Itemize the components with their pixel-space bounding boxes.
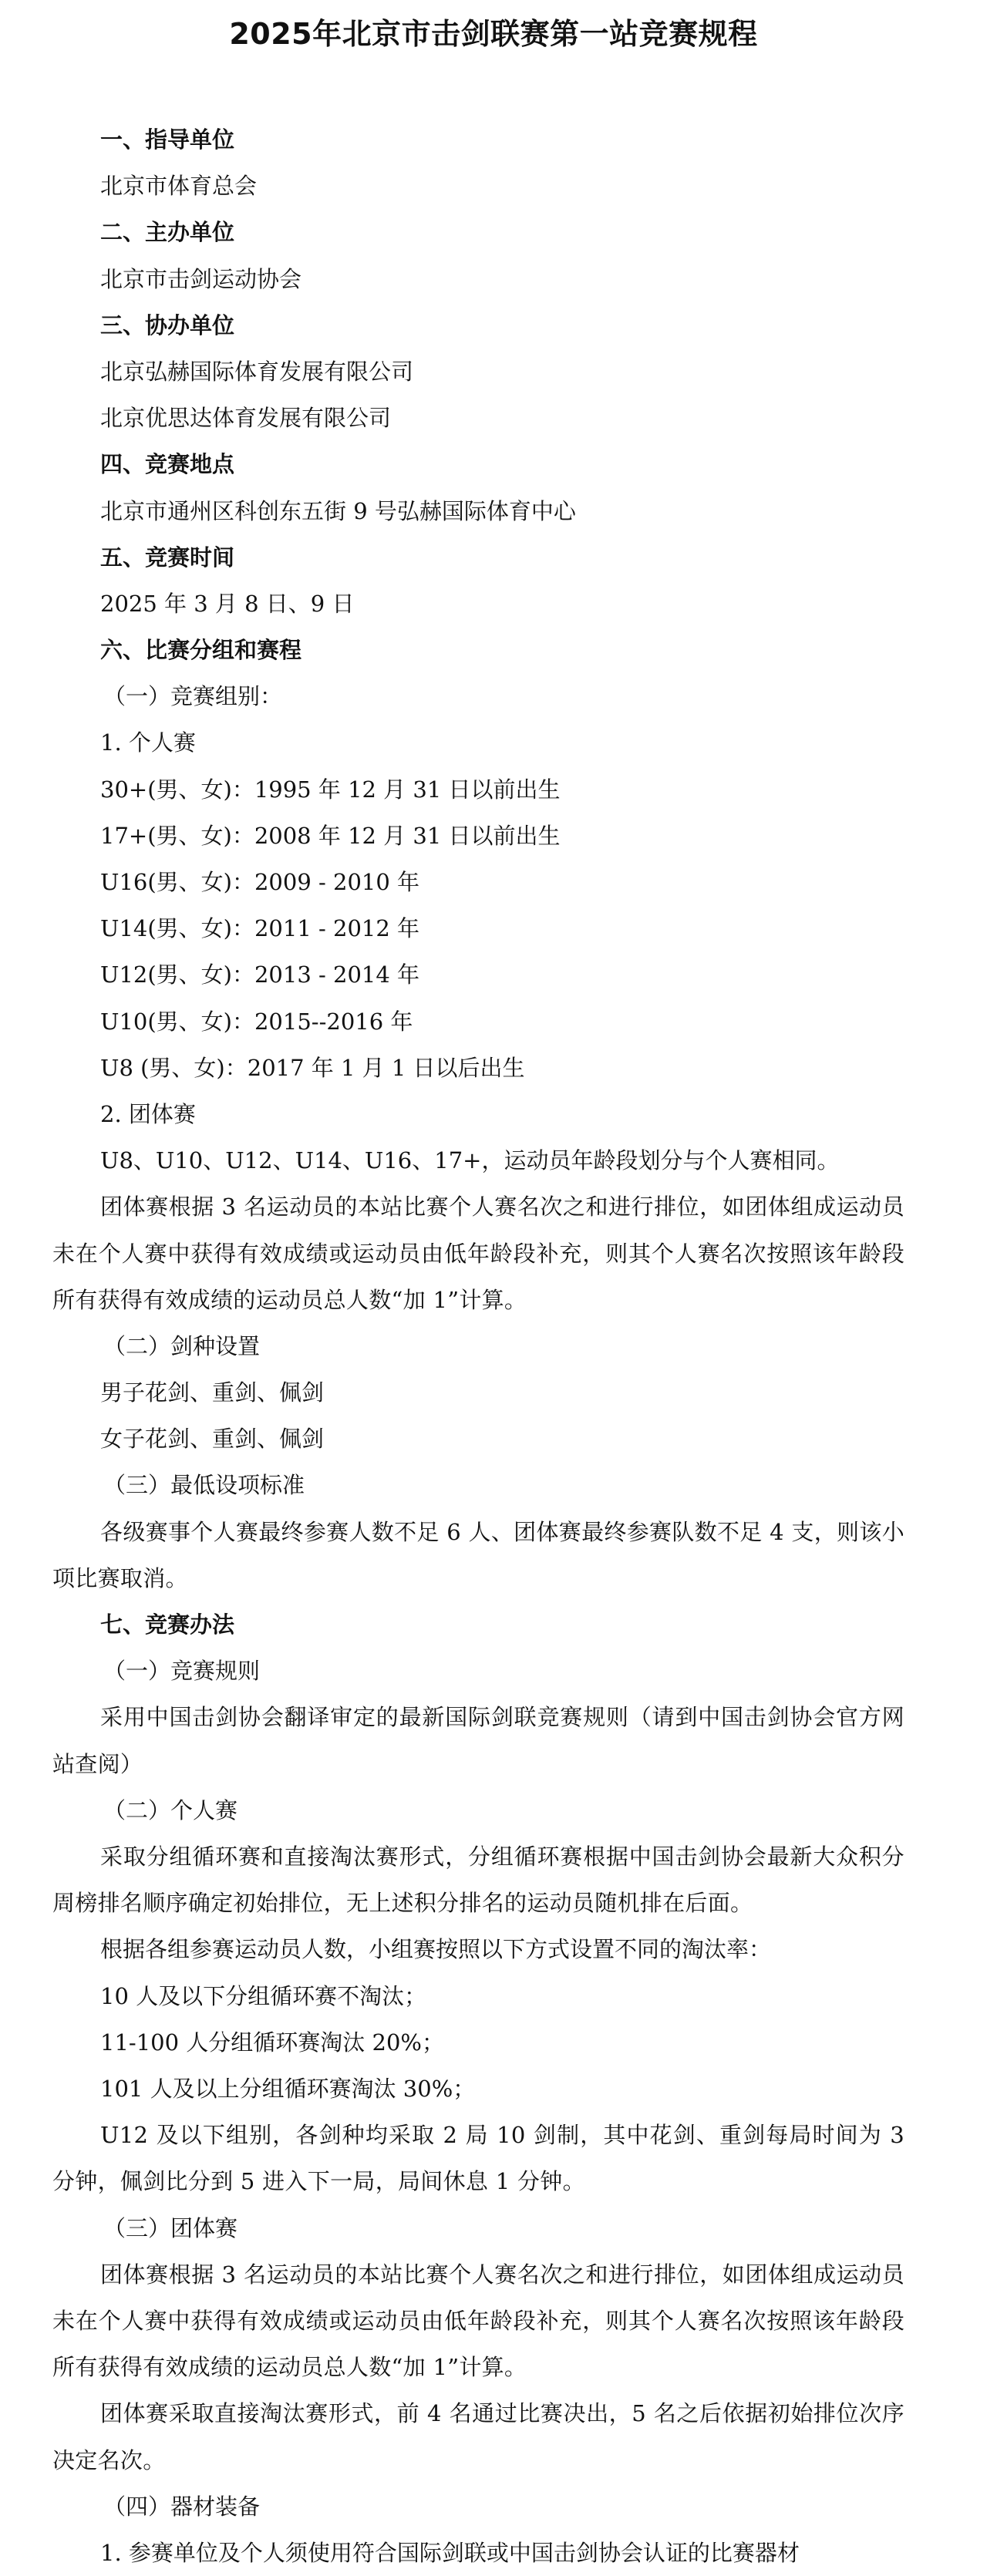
age-group-item: 17+(男、女)：2008 年 12 月 31 日以前出生 <box>100 822 561 849</box>
elimination-rate-item: 10 人及以下分组循环赛不淘汰； <box>100 1982 427 2009</box>
weapons-men: 男子花剑、重剑、佩剑 <box>100 1379 325 1406</box>
minimum-standard-paragraph: 各级赛事个人赛最终参赛人数不足 6 人、团体赛最终参赛队数不足 4 支，则该小项比赛取消。 <box>52 1518 904 1591</box>
age-group-item: U8 (男、女)：2017 年 1 月 1 日以后出生 <box>100 1054 525 1081</box>
subheading-minimum-standard: （三）最低设项标准 <box>103 1472 305 1499</box>
section-heading-host: 二、主办单位 <box>100 219 235 246</box>
co-host-unit-1: 北京弘赫国际体育发展有限公司 <box>100 358 414 385</box>
subheading-rules: （一）竞赛规则 <box>103 1658 261 1685</box>
age-group-item: U14(男、女)：2011 - 2012 年 <box>100 915 420 942</box>
age-group-item: U16(男、女)：2009 - 2010 年 <box>100 869 420 895</box>
venue-address: 北京市通州区科创东五街 9 号弘赫国际体育中心 <box>100 497 576 524</box>
individual-format-paragraph: 采取分组循环赛和直接淘汰赛形式，分组循环赛根据中国击剑协会最新大众积分周榜排名顺序确定初始排位，无上述积分排名的运动员随机排在后面。 <box>52 1844 904 1917</box>
team-format-paragraph: 团体赛采取直接淘汰赛形式，前 4 名通过比赛决出，5 名之后依据初始排位次序决定名次。 <box>52 2400 904 2473</box>
subheading-weapons: （二）剑种设置 <box>103 1332 261 1359</box>
subheading-equipment: （四）器材装备 <box>103 2493 261 2520</box>
team-event-label: 2. 团体赛 <box>100 1100 196 1127</box>
individual-event-label: 1. 个人赛 <box>100 729 196 756</box>
subheading-categories: （一）竞赛组别： <box>103 683 283 710</box>
rules-paragraph: 采用中国击剑协会翻译审定的最新国际剑联竞赛规则（请到中国击剑协会官方网站查阅） <box>52 1704 904 1777</box>
team-age-groups: U8、U10、U12、U14、U16、17+，运动员年龄段划分与个人赛相同。 <box>100 1147 840 1174</box>
section-heading-co-host: 三、协办单位 <box>100 311 235 338</box>
elimination-rate-item: 101 人及以上分组循环赛淘汰 30%； <box>100 2076 476 2103</box>
competition-date: 2025 年 3 月 8 日、9 日 <box>100 590 355 617</box>
section-heading-date: 五、竞赛时间 <box>100 544 235 571</box>
weapons-women: 女子花剑、重剑、佩剑 <box>100 1426 325 1453</box>
document-body <box>52 116 941 2576</box>
u12-rules-paragraph: U12 及以下组别，各剑种均采取 2 局 10 剑制，其中花剑、重剑每局时间为 3 分钟，佩剑比分到 5 进入下一局，局间休息 1 分钟。 <box>52 2122 904 2195</box>
age-group-item: U10(男、女)：2015--2016 年 <box>100 1008 413 1035</box>
page-title: 2025年北京市击剑联赛第一站竞赛规程 <box>229 17 758 51</box>
team-ranking-paragraph: 团体赛根据 3 名运动员的本站比赛个人赛名次之和进行排位，如团体组成运动员未在个人赛中获得有效成绩或运动员由低年龄段补充，则其个人赛名次按照该年龄段所有获得有效成绩的运动员总人数“加 1”计算。 <box>52 1194 904 1313</box>
equipment-item: 1. 参赛单位及个人须使用符合国际剑联或中国击剑协会认证的比赛器材 <box>100 2540 800 2566</box>
host-unit: 北京市击剑运动协会 <box>100 265 302 292</box>
section-heading-guidance: 一、指导单位 <box>100 126 235 153</box>
section-heading-venue: 四、竞赛地点 <box>100 451 235 478</box>
subheading-team: （三）团体赛 <box>103 2214 238 2241</box>
section-heading-methods: 七、竞赛办法 <box>100 1611 235 1638</box>
section-heading-groups: 六、比赛分组和赛程 <box>100 637 302 664</box>
age-group-item: U12(男、女)：2013 - 2014 年 <box>100 961 420 988</box>
subheading-individual: （二）个人赛 <box>103 1796 238 1823</box>
co-host-unit-2: 北京优思达体育发展有限公司 <box>100 405 392 432</box>
elimination-rate-intro: 根据各组参赛运动员人数，小组赛按照以下方式设置不同的淘汰率： <box>100 1936 772 1963</box>
guidance-unit: 北京市体育总会 <box>100 173 258 200</box>
elimination-rate-item: 11-100 人分组循环赛淘汰 20%； <box>100 2029 444 2056</box>
team-ranking-paragraph-2: 团体赛根据 3 名运动员的本站比赛个人赛名次之和进行排位，如团体组成运动员未在个人赛中获得有效成绩或运动员由低年龄段补充，则其个人赛名次按照该年龄段所有获得有效成绩的运动员总人数“加 1”计算。 <box>52 2261 904 2381</box>
age-group-item: 30+(男、女)：1995 年 12 月 31 日以前出生 <box>100 776 561 803</box>
